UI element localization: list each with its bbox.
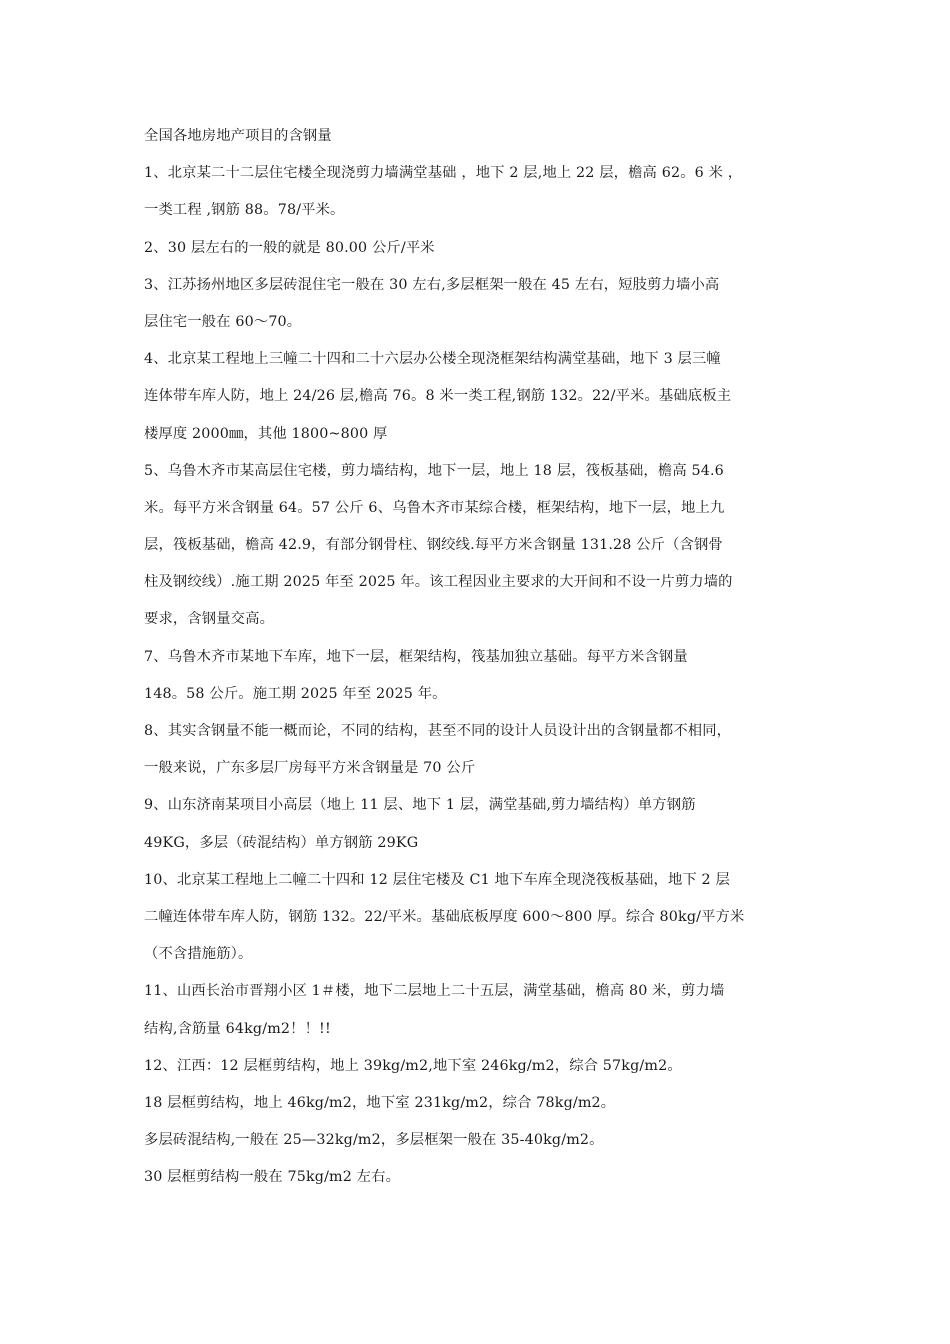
text-line: 8、其实含钢量不能一概而论，不同的结构，甚至不同的设计人员设计出的含钢量都不相同， [144, 723, 732, 739]
text-line: 9、山东济南某项目小高层（地上 11 层、地下 1 层，满堂基础,剪力墙结构）单方钢筋 [144, 797, 696, 814]
text-line: 一类工程 ,钢筋 88。78/平米。 [144, 202, 345, 219]
text-line: 层住宅一般在 60～70。 [144, 313, 302, 330]
text-line: 12、江西：12 层框剪结构，地上 39kg/m2,地下室 246kg/m2，综合 57kg/m2。 [144, 1057, 682, 1074]
text-line: 连体带车库人防，地上 24/26 层,檐高 76。8 米一类工程,钢筋 132。22/平米。基础底板主 [144, 388, 732, 405]
text-line: 层，筏板基础，檐高 42.9，有部分钢骨柱、钢绞线.每平方米含钢量 131.28 公斤（含钢骨 [144, 537, 723, 554]
text-line: 18 层框剪结构，地上 46kg/m2，地下室 231kg/m2，综合 78kg/m2。 [144, 1094, 616, 1111]
text-line: 49KG，多层（砖混结构）单方钢筋 29KG [144, 834, 419, 851]
text-line: 楼厚度 2000㎜，其他 1800~800 厚 [144, 425, 388, 442]
text-line: 2、30 层左右的一般的就是 80.00 公斤/平米 [144, 239, 435, 256]
document-body [144, 118, 834, 1196]
text-line: 柱及钢绞线）.施工期 2025 年至 2025 年。该工程因业主要求的大开间和不设一片剪力墙的 [144, 574, 733, 591]
text-line: （不含措施筋）。 [144, 946, 253, 963]
text-line: 二幢连体带车库人防，钢筋 132。22/平米。基础底板厚度 600～800 厚。综合 80kg/平方米 [144, 908, 745, 925]
text-line: 10、北京某工程地上二幢二十四和 12 层住宅楼及 C1 地下车库全现浇筏板基础，地下 2 层 [144, 871, 730, 888]
text-line: 1、北京某二十二层住宅楼全现浇剪力墙满堂基础 ，地下 2 层,地上 22 层，檐高 62。6 米 ， [144, 165, 743, 182]
text-line: 要求，含钢量交高。 [144, 611, 275, 628]
text-line: 7、乌鲁木齐市某地下车库，地下一层，框架结构，筏基加独立基础。每平方米含钢量 [144, 648, 688, 665]
text-line: 11、山西长治市晋翔小区 1＃楼，地下二层地上二十五层，满堂基础，檐高 80 米，剪力墙 [144, 983, 725, 1000]
text-line: 30 层框剪结构一般在 75kg/m2 左右。 [144, 1169, 401, 1186]
text-line: 米。每平方米含钢量 64。57 公斤 6、乌鲁木齐市某综合楼，框架结构，地下一层，地上九 [144, 499, 725, 516]
text-line: 5、乌鲁木齐市某高层住宅楼，剪力墙结构，地下一层，地上 18 层，筏板基础，檐高 54.6 [144, 462, 724, 479]
text-line: 4、北京某工程地上三幢二十四和二十六层办公楼全现浇框架结构满堂基础，地下 3 层三幢 [144, 351, 721, 368]
text-line: 多层砖混结构,一般在 25—32kg/m2，多层框架一般在 35-40kg/m2。 [144, 1132, 604, 1149]
text-line: 148。58 公斤。施工期 2025 年至 2025 年。 [144, 685, 447, 702]
document-title: 全国各地房地产项目的含钢量 [144, 128, 332, 144]
text-line: 结构,含筋量 64kg/m2！！!! [144, 1020, 331, 1037]
text-line: 3、江苏扬州地区多层砖混住宅一般在 30 左右,多层框架一般在 45 左右，短肢剪力墙小高 [144, 276, 720, 293]
text-line: 一般来说，广东多层厂房每平方米含钢量是 70 公斤 [144, 760, 476, 777]
